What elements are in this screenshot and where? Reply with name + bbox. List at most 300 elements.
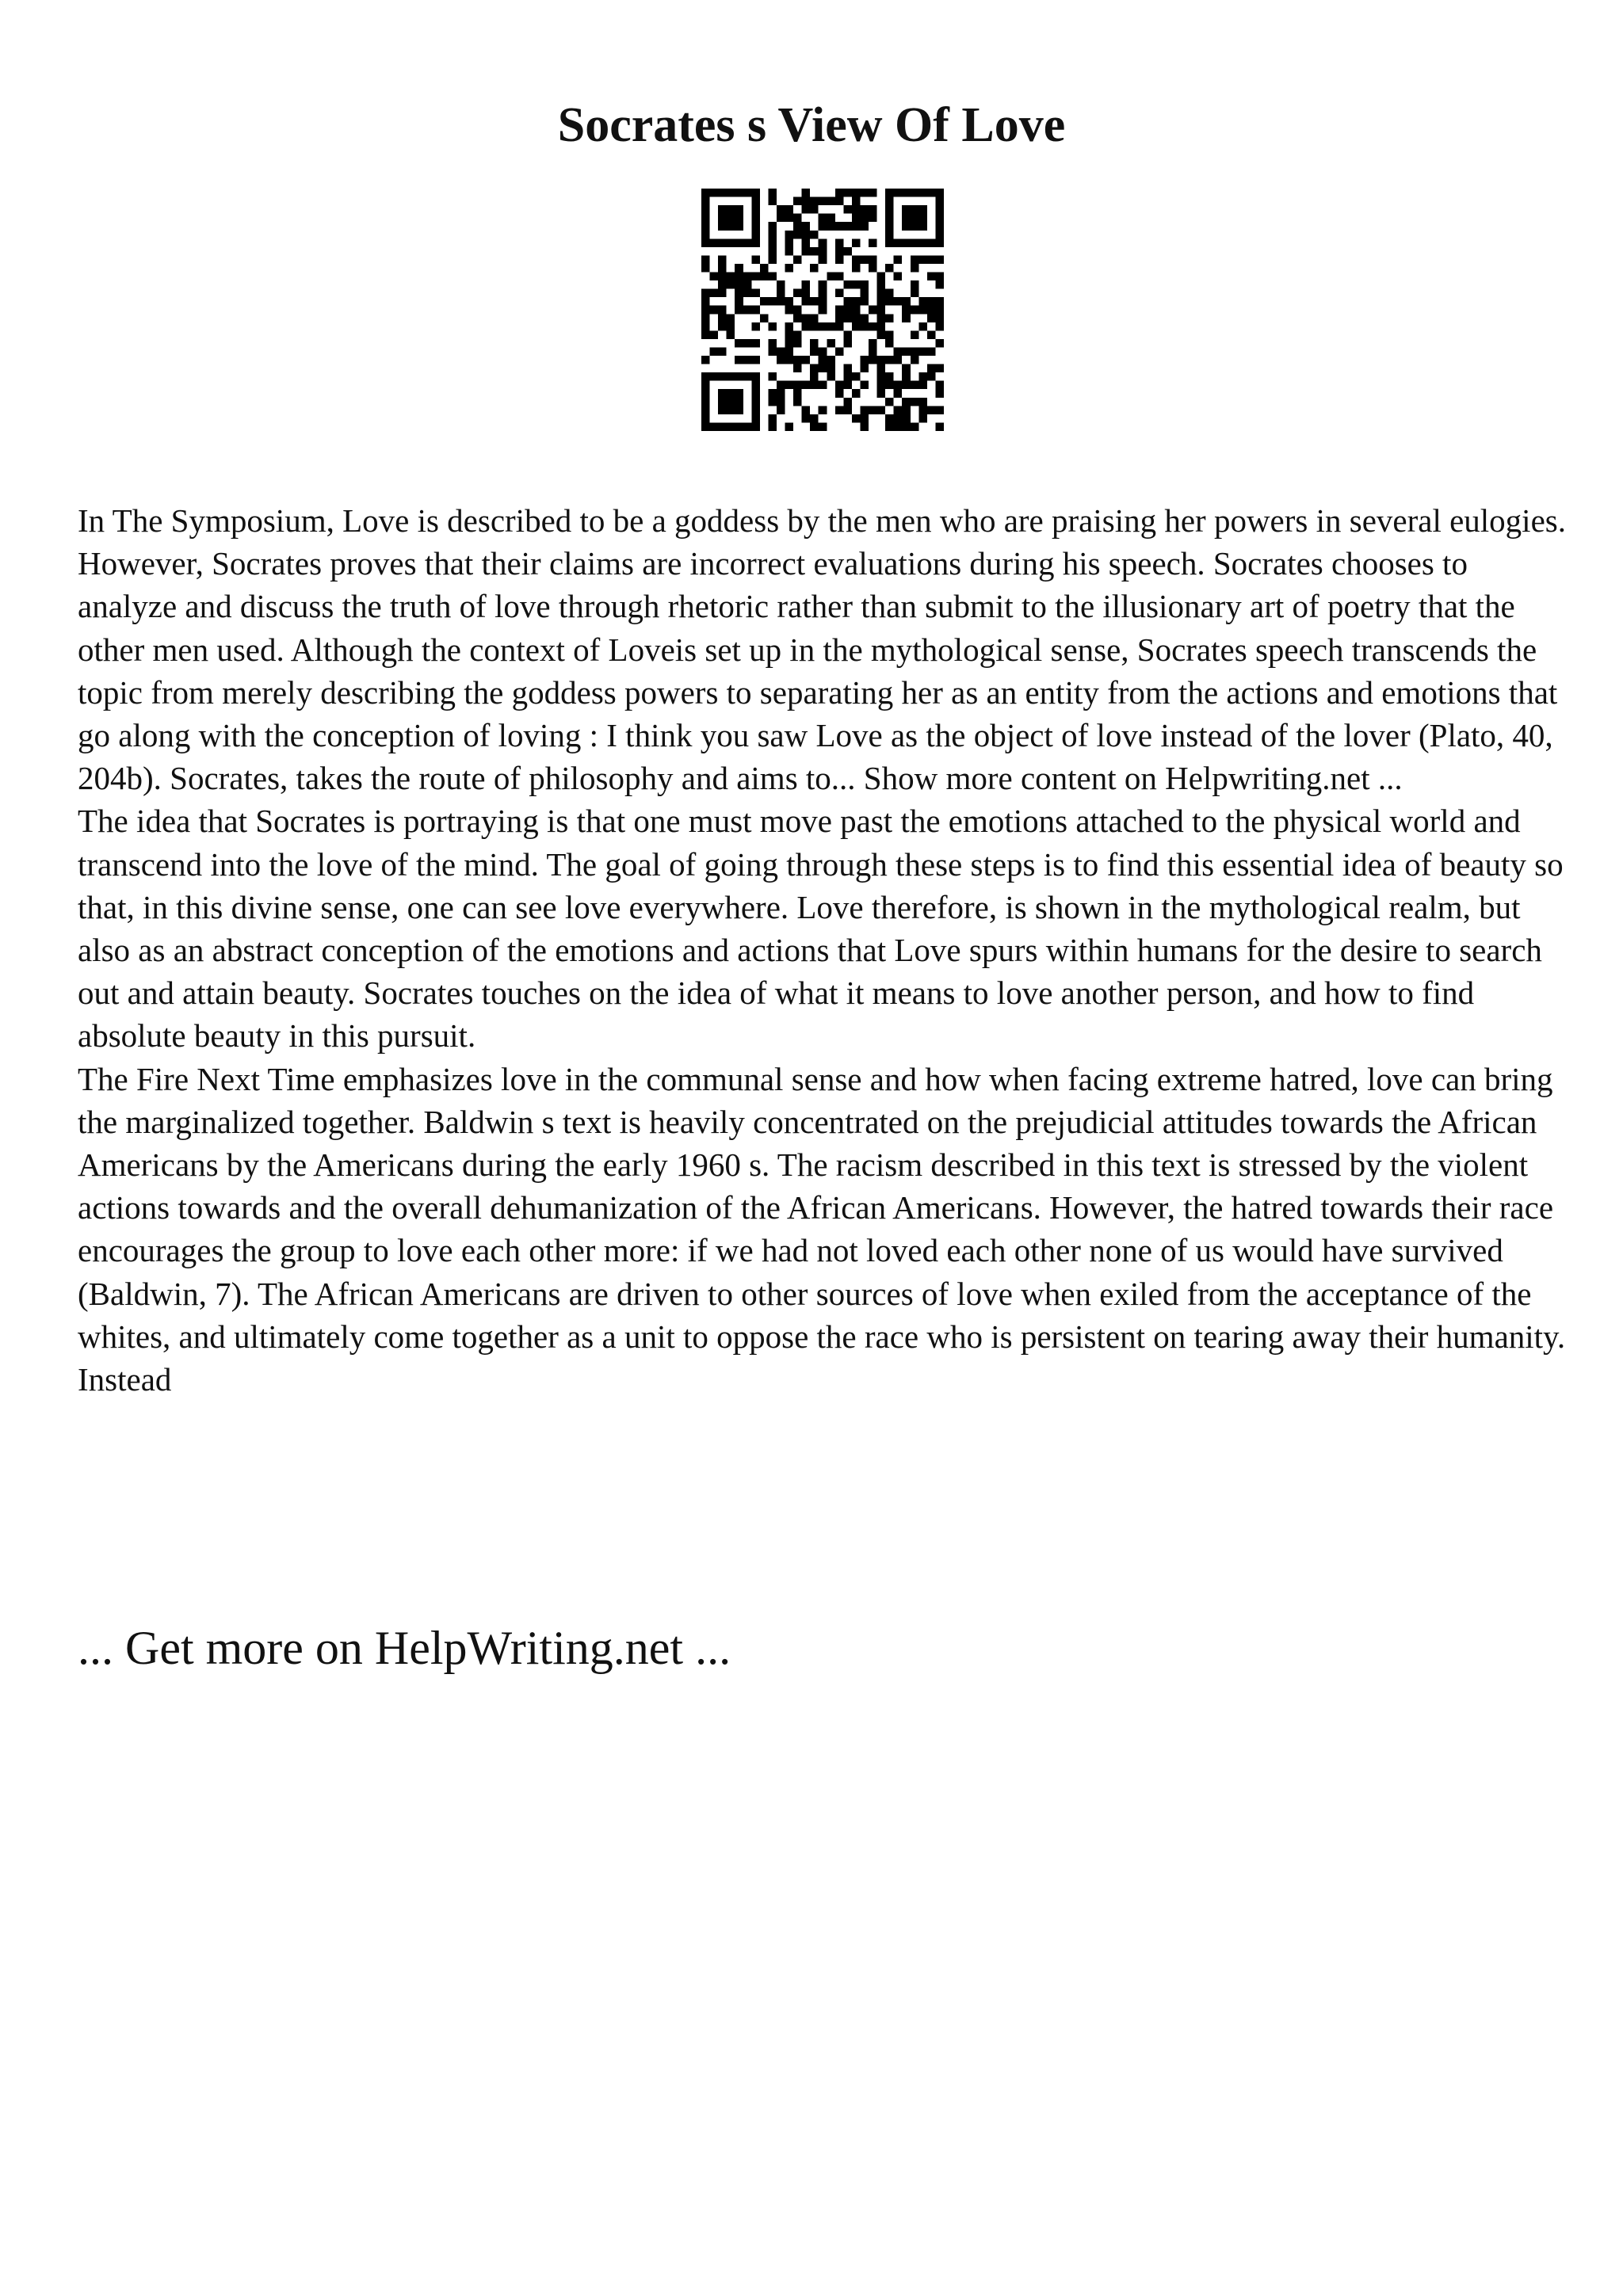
- qr-module: [894, 422, 903, 431]
- qr-module: [860, 322, 869, 331]
- qr-module: [819, 364, 827, 373]
- qr-module: [810, 414, 819, 423]
- qr-module: [785, 264, 794, 273]
- qr-module: [768, 231, 777, 239]
- qr-module: [843, 364, 852, 373]
- qr-module: [852, 255, 861, 264]
- qr-module: [894, 273, 903, 281]
- qr-module: [751, 222, 760, 231]
- qr-module: [827, 222, 835, 231]
- qr-module: [894, 297, 903, 306]
- qr-module: [743, 372, 752, 381]
- qr-module: [701, 330, 710, 339]
- qr-module: [785, 214, 794, 223]
- qr-module: [843, 205, 852, 214]
- qr-module: [869, 189, 877, 197]
- qr-module: [810, 322, 819, 331]
- qr-module: [911, 330, 919, 339]
- qr-module: [810, 231, 819, 239]
- qr-module: [819, 322, 827, 331]
- qr-module: [918, 347, 927, 356]
- qr-module: [810, 339, 819, 348]
- qr-module: [827, 372, 835, 381]
- qr-module: [911, 347, 919, 356]
- qr-module: [885, 398, 894, 406]
- qr-module: [877, 289, 886, 298]
- qr-module: [743, 306, 752, 315]
- qr-module: [852, 197, 861, 206]
- qr-module: [727, 398, 735, 406]
- qr-module: [785, 306, 794, 315]
- qr-module: [743, 339, 752, 348]
- qr-module: [727, 422, 735, 431]
- qr-module: [885, 197, 894, 206]
- qr-module: [751, 214, 760, 223]
- qr-module: [777, 289, 785, 298]
- qr-module: [843, 372, 852, 381]
- qr-module: [819, 197, 827, 206]
- qr-module: [701, 322, 710, 331]
- qr-module: [911, 289, 919, 298]
- qr-module: [735, 406, 743, 414]
- qr-module: [843, 406, 852, 414]
- qr-module: [735, 339, 743, 348]
- qr-module: [894, 381, 903, 390]
- qr-module: [735, 356, 743, 364]
- qr-module: [835, 389, 844, 398]
- qr-module: [793, 381, 802, 390]
- qr-module: [935, 189, 944, 197]
- qr-module: [819, 297, 827, 306]
- qr-module: [877, 306, 886, 315]
- qr-module: [701, 197, 710, 206]
- qr-code-icon: [701, 189, 944, 431]
- qr-module: [751, 414, 760, 423]
- qr-module: [935, 322, 944, 331]
- qr-module: [902, 364, 911, 373]
- qr-module: [835, 322, 844, 331]
- qr-module: [918, 306, 927, 315]
- qr-module: [727, 280, 735, 289]
- qr-module: [710, 306, 719, 315]
- qr-module: [885, 222, 894, 231]
- qr-module: [810, 364, 819, 373]
- qr-module: [810, 205, 819, 214]
- qr-module: [918, 372, 927, 381]
- qr-module: [718, 314, 727, 322]
- qr-module: [802, 322, 811, 331]
- qr-module: [819, 247, 827, 256]
- qr-module: [852, 238, 861, 247]
- qr-module: [935, 205, 944, 214]
- qr-module: [710, 330, 719, 339]
- qr-module: [819, 238, 827, 247]
- qr-module: [935, 422, 944, 431]
- qr-module: [894, 406, 903, 414]
- qr-module: [793, 289, 802, 298]
- qr-module: [885, 314, 894, 322]
- qr-module: [701, 205, 710, 214]
- qr-module: [835, 289, 844, 298]
- qr-module: [701, 264, 710, 273]
- qr-module: [935, 339, 944, 348]
- qr-module: [935, 389, 944, 398]
- qr-module: [718, 422, 727, 431]
- qr-module: [860, 189, 869, 197]
- qr-module: [810, 422, 819, 431]
- qr-module: [927, 314, 936, 322]
- qr-module: [843, 339, 852, 348]
- qr-module: [911, 222, 919, 231]
- qr-module: [827, 197, 835, 206]
- qr-module: [768, 273, 777, 281]
- qr-module: [785, 231, 794, 239]
- qr-module: [743, 280, 752, 289]
- document-body: [78, 499, 1568, 1401]
- qr-module: [751, 389, 760, 398]
- qr-module: [902, 214, 911, 223]
- qr-module: [785, 339, 794, 348]
- qr-module: [810, 197, 819, 206]
- qr-module: [877, 280, 886, 289]
- qr-module: [802, 414, 811, 423]
- qr-module: [718, 372, 727, 381]
- qr-module: [718, 264, 727, 273]
- qr-module: [877, 364, 886, 373]
- qr-module: [718, 205, 727, 214]
- qr-module: [793, 364, 802, 373]
- qr-module: [911, 238, 919, 247]
- qr-module: [793, 389, 802, 398]
- qr-module: [743, 356, 752, 364]
- qr-module: [777, 381, 785, 390]
- qr-module: [701, 297, 710, 306]
- qr-module: [835, 189, 844, 197]
- qr-module: [869, 306, 877, 315]
- qr-module: [918, 255, 927, 264]
- qr-module: [793, 339, 802, 348]
- qr-module: [894, 356, 903, 364]
- qr-module: [885, 372, 894, 381]
- qr-module: [727, 406, 735, 414]
- qr-module: [902, 205, 911, 214]
- qr-module: [902, 381, 911, 390]
- qr-module: [860, 356, 869, 364]
- qr-module: [718, 289, 727, 298]
- qr-module: [751, 205, 760, 214]
- qr-module: [785, 356, 794, 364]
- qr-module: [751, 322, 760, 331]
- qr-module: [710, 289, 719, 298]
- qr-module: [793, 231, 802, 239]
- qr-module: [793, 314, 802, 322]
- qr-module: [860, 422, 869, 431]
- qr-module: [701, 222, 710, 231]
- qr-module: [768, 398, 777, 406]
- qr-module: [751, 398, 760, 406]
- qr-module: [819, 381, 827, 390]
- qr-module: [885, 205, 894, 214]
- qr-module: [902, 347, 911, 356]
- qr-module: [701, 306, 710, 315]
- qr-module: [777, 205, 785, 214]
- qr-module: [885, 214, 894, 223]
- qr-module: [718, 273, 727, 281]
- qr-module: [885, 414, 894, 423]
- qr-module: [810, 297, 819, 306]
- qr-module: [935, 231, 944, 239]
- qr-module: [785, 297, 794, 306]
- qr-module: [768, 422, 777, 431]
- qr-module: [918, 381, 927, 390]
- qr-module: [777, 406, 785, 414]
- qr-module: [835, 314, 844, 322]
- qr-module: [802, 297, 811, 306]
- qr-module: [718, 398, 727, 406]
- qr-module: [735, 289, 743, 298]
- qr-module: [835, 247, 844, 256]
- body-paragraph: In The Symposium, Love is described to be a goddess by the men who are praising her powers in several eulogies. However, Socrates proves that their claims are incorrect evaluations during his speech. Socrates chooses to analyze and discuss the truth of love through rhetoric rather than submit to the illusionary art of poetry that the other men used. Although the context of Loveis set up in the mythological sense, Socrates speech transcends the topic from merely describing the goddess powers to separating her as an entity from the actions and emotions that go along with the conception of loving : I think you saw Love as the object of love instead of the lover (Plato, 40, 204b). Socrates, takes the route of philosophy and aims to... Show more content on Helpwriting.net ...: [78, 502, 1566, 797]
- qr-module: [701, 389, 710, 398]
- qr-module: [802, 222, 811, 231]
- qr-module: [835, 273, 844, 281]
- qr-module: [793, 222, 802, 231]
- qr-module: [760, 264, 769, 273]
- qr-module: [751, 197, 760, 206]
- qr-module: [701, 214, 710, 223]
- qr-module: [701, 406, 710, 414]
- qr-module: [894, 255, 903, 264]
- qr-module: [935, 238, 944, 247]
- qr-module: [751, 255, 760, 264]
- qr-module: [918, 322, 927, 331]
- qr-module: [802, 238, 811, 247]
- qr-module: [718, 214, 727, 223]
- qr-module: [911, 381, 919, 390]
- qr-module: [777, 214, 785, 223]
- qr-module: [902, 422, 911, 431]
- qr-module: [918, 238, 927, 247]
- body-paragraph: The Fire Next Time emphasizes love in the communal sense and how when facing extreme hatred, love can bring the marginalized together. Baldwin s text is heavily concentrated on the prejudicial attitudes towards the African Americans by the Americans during the early 1960 s. The racism described in this text is stressed by the violent actions towards and the overall dehumanization of the African Americans. However, the hatred towards their race encourages the group to love each other more: if we had not loved each other none of us would have survived (Baldwin, 7). The African Americans are driven to other sources of love when exiled from the acceptance of the whites, and ultimately come together as a unit to oppose the race who is persistent on tearing away their humanity. Instead: [78, 1060, 1566, 1398]
- qr-module: [918, 398, 927, 406]
- qr-module: [843, 381, 852, 390]
- qr-module: [743, 422, 752, 431]
- qr-module: [927, 238, 936, 247]
- qr-module: [885, 297, 894, 306]
- qr-module: [751, 238, 760, 247]
- qr-module: [885, 289, 894, 298]
- qr-module: [935, 255, 944, 264]
- qr-module: [743, 189, 752, 197]
- qr-module: [710, 347, 719, 356]
- qr-module: [860, 297, 869, 306]
- qr-module: [718, 189, 727, 197]
- qr-module: [860, 255, 869, 264]
- qr-module: [735, 422, 743, 431]
- qr-module: [768, 247, 777, 256]
- qr-module: [735, 280, 743, 289]
- qr-module: [701, 414, 710, 423]
- qr-module: [852, 389, 861, 398]
- qr-module: [827, 364, 835, 373]
- qr-module: [852, 264, 861, 273]
- qr-module: [751, 231, 760, 239]
- qr-module: [935, 280, 944, 289]
- qr-module: [777, 356, 785, 364]
- qr-module: [911, 255, 919, 264]
- qr-module: [918, 205, 927, 214]
- qr-module: [843, 297, 852, 306]
- qr-module: [852, 222, 861, 231]
- qr-module: [877, 356, 886, 364]
- qr-module: [843, 280, 852, 289]
- qr-module: [911, 398, 919, 406]
- qr-module: [894, 238, 903, 247]
- qr-module: [735, 264, 743, 273]
- qr-module: [860, 406, 869, 414]
- qr-module: [819, 406, 827, 414]
- qr-module: [768, 189, 777, 197]
- qr-module: [710, 422, 719, 431]
- qr-module: [735, 389, 743, 398]
- qr-module: [819, 222, 827, 231]
- qr-module: [869, 214, 877, 223]
- qr-module: [727, 322, 735, 331]
- qr-module: [877, 314, 886, 322]
- qr-module: [852, 189, 861, 197]
- qr-module: [827, 273, 835, 281]
- qr-module: [793, 197, 802, 206]
- qr-module: [835, 406, 844, 414]
- qr-module: [843, 189, 852, 197]
- qr-module: [718, 238, 727, 247]
- qr-module: [751, 406, 760, 414]
- qr-module: [810, 372, 819, 381]
- qr-module: [768, 372, 777, 381]
- qr-module: [877, 389, 886, 398]
- qr-module: [819, 306, 827, 315]
- qr-module: [869, 255, 877, 264]
- qr-module: [751, 381, 760, 390]
- qr-module: [777, 297, 785, 306]
- qr-module: [852, 214, 861, 223]
- qr-module: [843, 398, 852, 406]
- qr-module: [718, 347, 727, 356]
- qr-module: [835, 197, 844, 206]
- qr-module: [927, 406, 936, 414]
- qr-module: [785, 422, 794, 431]
- qr-module: [885, 422, 894, 431]
- qr-module: [751, 372, 760, 381]
- qr-module: [827, 322, 835, 331]
- qr-module: [768, 255, 777, 264]
- body-paragraph: The idea that Socrates is portraying is that one must move past the emotions attached to the physical world and transcend into the love of the mind. The goal of going through these steps is to find this essential idea of beauty so that, in this divine sense, one can see love everywhere. Love therefore, is shown in the mythological realm, but also as an abstract conception of the emotions and actions that Love spurs within humans for the desire to search out and attain beauty. Socrates touches on the idea of what it means to love another person, and how to find absolute beauty in this pursuit.: [78, 803, 1564, 1055]
- qr-module: [735, 372, 743, 381]
- get-more-link[interactable]: ... Get more on HelpWriting.net ...: [78, 1622, 731, 1674]
- qr-module: [918, 189, 927, 197]
- qr-module: [835, 222, 844, 231]
- qr-module: [751, 306, 760, 315]
- qr-module: [852, 205, 861, 214]
- qr-module: [785, 322, 794, 331]
- qr-module: [735, 214, 743, 223]
- qr-module: [785, 330, 794, 339]
- qr-module: [793, 255, 802, 264]
- qr-module: [843, 330, 852, 339]
- qr-module: [860, 364, 869, 373]
- qr-module: [718, 389, 727, 398]
- qr-module: [819, 255, 827, 264]
- qr-module: [827, 356, 835, 364]
- qr-module: [911, 264, 919, 273]
- qr-module: [885, 238, 894, 247]
- qr-module: [743, 289, 752, 298]
- qr-module: [793, 398, 802, 406]
- qr-module: [852, 314, 861, 322]
- qr-module: [927, 273, 936, 281]
- qr-module: [894, 189, 903, 197]
- qr-module: [727, 273, 735, 281]
- qr-module: [935, 197, 944, 206]
- qr-module: [735, 273, 743, 281]
- qr-module: [701, 422, 710, 431]
- qr-module: [860, 381, 869, 390]
- qr-module: [843, 247, 852, 256]
- qr-module: [768, 414, 777, 423]
- qr-module: [802, 356, 811, 364]
- qr-module: [710, 372, 719, 381]
- qr-module: [802, 205, 811, 214]
- qr-module: [935, 306, 944, 315]
- qr-module: [701, 189, 710, 197]
- qr-module: [785, 347, 794, 356]
- qr-module: [894, 347, 903, 356]
- qr-module: [735, 306, 743, 315]
- qr-module: [727, 238, 735, 247]
- qr-module: [852, 297, 861, 306]
- qr-module: [810, 347, 819, 356]
- qr-module: [860, 280, 869, 289]
- qr-module: [751, 289, 760, 298]
- qr-module: [885, 231, 894, 239]
- qr-module: [860, 214, 869, 223]
- qr-module: [869, 347, 877, 356]
- qr-module: [793, 214, 802, 223]
- qr-module: [927, 372, 936, 381]
- qr-module: [835, 255, 844, 264]
- qr-module: [785, 238, 794, 247]
- qr-module: [877, 406, 886, 414]
- qr-module: [802, 314, 811, 322]
- qr-module: [768, 222, 777, 231]
- qr-module: [777, 280, 785, 289]
- qr-module: [701, 356, 710, 364]
- qr-module: [802, 381, 811, 390]
- qr-module: [701, 314, 710, 322]
- qr-module: [727, 214, 735, 223]
- qr-module: [935, 297, 944, 306]
- qr-module: [718, 322, 727, 331]
- qr-module: [735, 189, 743, 197]
- qr-module: [869, 238, 877, 247]
- qr-module: [735, 297, 743, 306]
- qr-module: [727, 222, 735, 231]
- qr-module: [902, 414, 911, 423]
- qr-module: [852, 372, 861, 381]
- qr-module: [735, 238, 743, 247]
- qr-module: [911, 214, 919, 223]
- qr-module: [935, 364, 944, 373]
